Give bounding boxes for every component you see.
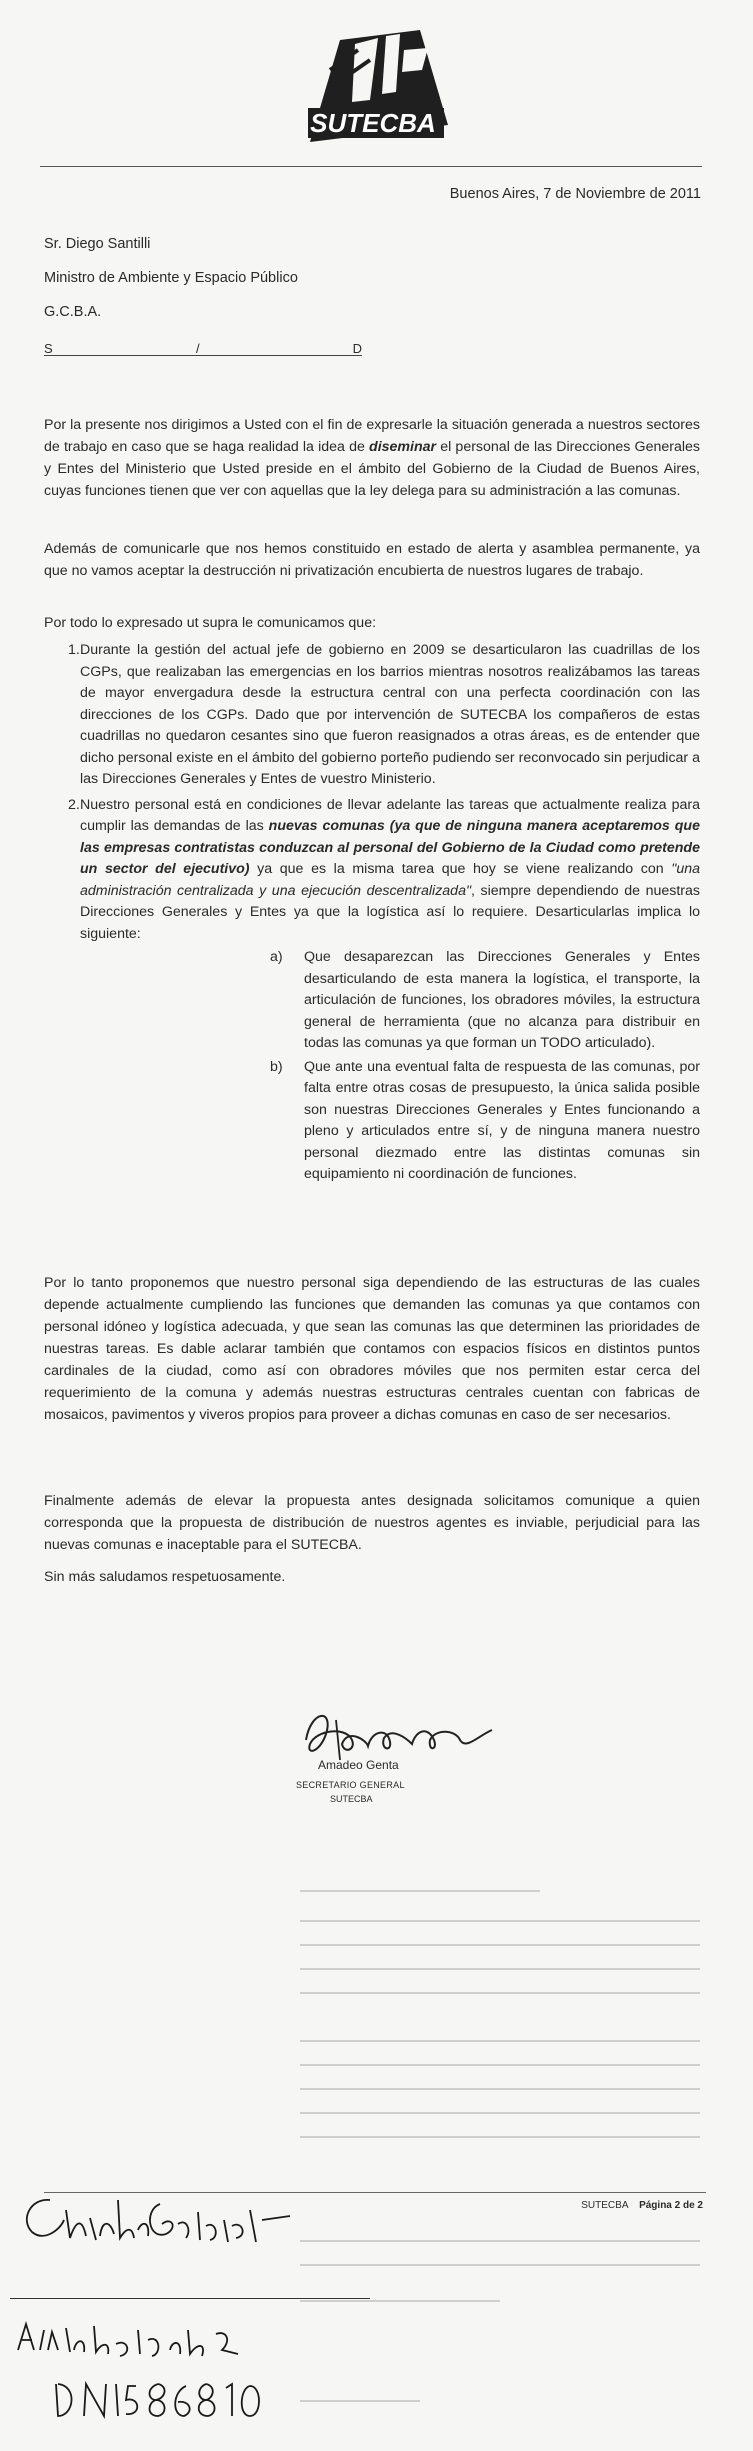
sd-slash: / xyxy=(196,341,200,356)
sd-s: S xyxy=(44,341,53,356)
recipient-org: G.C.B.A. xyxy=(44,304,102,320)
header-rule xyxy=(40,166,702,167)
bleed-through-line xyxy=(300,2300,500,2302)
bleed-through-line xyxy=(300,2136,700,2138)
sutecba-logo xyxy=(300,30,450,160)
handwritten-dni xyxy=(50,2372,270,2428)
footer-page: Página 2 de 2 xyxy=(639,2200,703,2211)
bleed-through-line xyxy=(300,1944,700,1946)
bleed-through-line xyxy=(300,2064,700,2066)
paragraph-4: Por lo tanto proponemos que nuestro personal siga dependiendo de las estructuras de las cuales depende actualmente cumpliendo las funciones que demanden las comunas ya que contamos con personal idóneo y logística adecuada, y que sean las comunas las que determinen las prioridades de nuestras tareas. Es dable aclarar también que contamos con espacios físicos en distintos puntos cardinales de la ciudad, como así con obradores móviles que nos permiten estar cerca del requerimiento de la comuna y además nuestras estructuras centrales cuentan con fabricas de mosaicos, pavimentos y viveros propios para proveer a dichas comunas en caso de ser necesarios. xyxy=(44,1275,700,1423)
salutation-sd xyxy=(44,338,362,358)
bleed-through-line xyxy=(300,1968,700,1970)
sd-d: D xyxy=(352,341,362,356)
signatory-name: Amadeo Genta xyxy=(318,1758,399,1772)
list-item-1: 1. Durante la gestión del actual jefe de gobierno en 2009 se desarticularon las cuadrillas de los CGPs, que realizaban las emergencias en los barrios mientras nosotros realizábamos las tareas de mayor envergadura desde la estructura central con una perfecta coordinación con las direcciones de los CGPs. Dado que por intervención de SUTECBA los compañeros de estas cuadrillas no quedaron cesantes sino que fueron reasignados a otras áreas, es de entender que dicho personal existe en el ámbito del gobierno porteño pudiendo ser reconvocado sin perjudicar a las Direcciones Generales y Entes de vuestro Ministerio. xyxy=(68,642,700,787)
letter-date: Buenos Aires, 7 de Noviembre de 2011 xyxy=(449,186,701,202)
signatory-org: SUTECBA xyxy=(330,1794,373,1804)
bleed-through-line xyxy=(300,2400,420,2402)
footer-org: SUTECBA xyxy=(581,2200,628,2211)
logo-text: SUTECBA xyxy=(310,108,436,138)
paragraph-3: Por todo lo expresado ut supra le comunicamos que: xyxy=(44,615,377,631)
page-footer xyxy=(581,2200,703,2211)
signatory-role: SECRETARIO GENERAL xyxy=(296,1780,405,1790)
bleed-through-line xyxy=(300,2040,700,2042)
bleed-through-line xyxy=(300,2240,700,2242)
recipient-title: Ministro de Ambiente y Espacio Público xyxy=(44,270,298,286)
bleed-through-line xyxy=(300,2112,700,2114)
recipient-name: Sr. Diego Santilli xyxy=(44,236,151,252)
sub-item-b: b) Que ante una eventual falta de respuesta de las comunas, por falta entre otras cosas de presupuesto, la única salida posible son nuestras Direcciones Generales y Entes funcionando a pleno y articulados entre sí, y de ninguna manera nuestro personal diezmado entre las distintas comunas sin equipamiento ni coordinación de funciones. xyxy=(270,1058,700,1182)
divider-line-hand xyxy=(10,2298,370,2299)
paragraph-5: Finalmente además de elevar la propuesta antes designada solicitamos comunique a quien corresponda que la propuesta de distribución de nuestros agentes es inviable, perjudicial para las nuevas comunas e inaceptable para el SUTECBA. xyxy=(44,1493,700,1553)
paragraph-2: Además de comunicarle que nos hemos constituido en estado de alerta y asamblea permanente, ya que no vamos aceptar la destrucción ni privatización encubierta de nuestros lugares de trabajo. xyxy=(44,541,700,579)
bleed-through-line xyxy=(300,1992,700,1994)
handwritten-signature xyxy=(10,2180,310,2252)
handwritten-name xyxy=(12,2310,312,2370)
bleed-through-line xyxy=(300,1890,540,1892)
emphasis-diseminar: diseminar xyxy=(369,439,437,455)
numbered-list xyxy=(44,640,700,1186)
signature-genta xyxy=(296,1700,506,1766)
paragraph-6: Sin más saludamos respetuosamente. xyxy=(44,1569,286,1585)
bleed-through-line xyxy=(300,1920,700,1922)
bleed-through-line xyxy=(300,2264,700,2266)
sub-item-a: a) Que desaparezcan las Direcciones Generales y Entes desarticulando de esta manera la logística, el transporte, la articulación de funciones, los obradores móviles, la estructura general de herramienta (que no alcanza para distribuir en todas las comunas ya que forman un TODO articulado). xyxy=(270,949,700,1051)
paragraph-1: Por la presente nos dirigimos a Usted con el fin de expresarle la situación generada a nuestros sectores de trabajo en caso que se haga realidad la idea de diseminar el personal de las Direcciones Generales y Entes del Ministerio que Usted preside en el ámbito del Gobierno de la Ciudad de Buenos Aires, cuyas funciones tienen que ver con aquellas que la ley delega para su administración a las comunas. xyxy=(44,417,700,499)
bleed-through-line xyxy=(300,2088,700,2090)
list-item-2: 2. Nuestro personal está en condiciones de llevar adelante las tareas que actualmente realiza para cumplir las demandas de las nuevas comunas (ya que de ninguna manera aceptaremos que las empresas contratistas conduzcan al personal del Gobierno de la Ciudad como pretende un sector del ejecutivo) ya que es la misma tarea que hoy se viene realizando con "una administración centralizada y una ejecución descentralizada", siempre dependiendo de nuestras Direcciones Generales y Entes ya que la logística así lo requiere. Desarticularlas implica lo siguiente: xyxy=(68,796,700,942)
